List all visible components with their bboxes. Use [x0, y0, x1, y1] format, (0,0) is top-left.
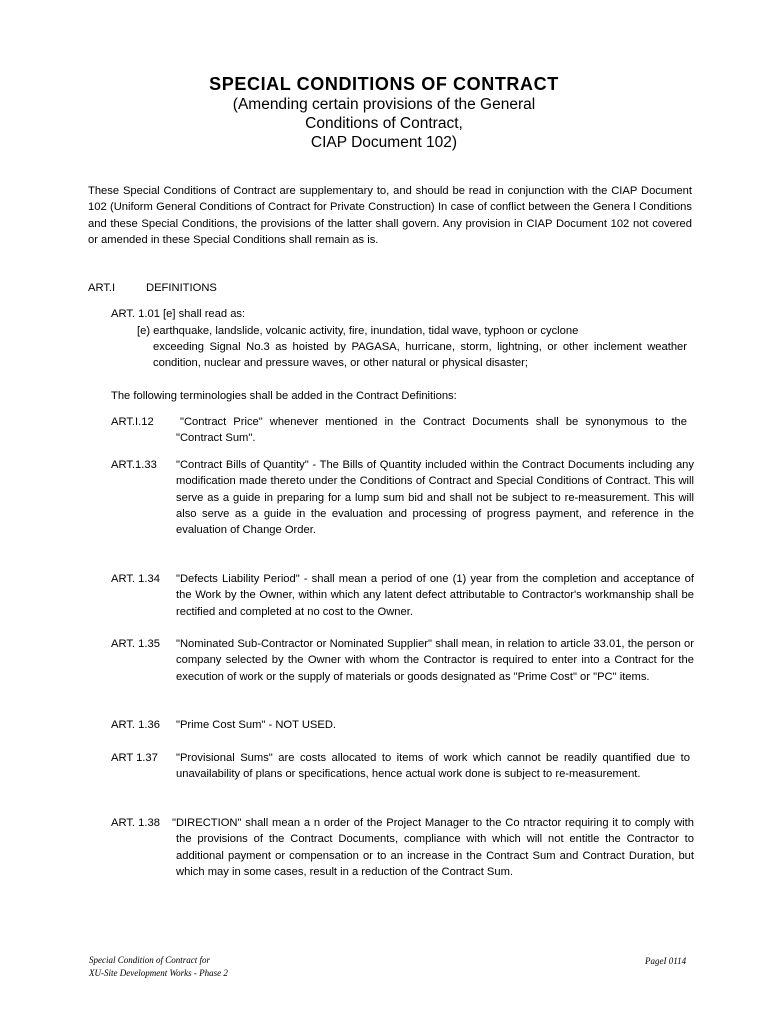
- article-text: "Contract Price" whenever mentioned in the Contract Documents shall be synonymous to the "Contract Sum".: [176, 416, 687, 445]
- footer-page-number: PageI 0114: [645, 956, 687, 966]
- article-text: "Provisional Sums" are costs allocated to items of work which cannot be readily quantified due to unavailability of plans or specifications, hence actual work done is subject to re-measurement.: [176, 752, 690, 781]
- article-label: ART. 1.35: [111, 638, 160, 650]
- article-label: ART. 1.38: [111, 817, 160, 829]
- footer-line-2: XU-Site Development Works - Phase 2: [89, 968, 228, 978]
- article-label: ART.1.33: [111, 459, 157, 471]
- subtitle-line-1: (Amending certain provisions of the General: [232, 96, 536, 113]
- art-101-label: ART. 1.01 [e] shall read as:: [111, 308, 246, 320]
- section-number: ART.I: [88, 282, 116, 294]
- section-title: DEFINITIONS: [146, 282, 217, 294]
- footer-line-1: Special Condition of Contract for: [89, 955, 210, 965]
- article-label: ART 1.37: [111, 752, 158, 764]
- article-text: "Nominated Sub-Contractor or Nominated Supplier" shall mean, in relation to article 33.01, the person or company selected by the Owner with whom the Contractor is required to enter into a Contract for the execution of work or the supply of materials or goods designated as "Prime Cost" or "PC" items.: [176, 638, 694, 683]
- art-101-item-e-continuation: exceeding Signal No.3 as hoisted by PAGASA, hurricane, storm, lightning, or other inclement weather condition, nuclear and pressure waves, or other natural or physical disaster;: [153, 341, 687, 370]
- intro-paragraph: These Special Conditions of Contract are supplementary to, and should be read in conjunction with the CIAP Document 102 (Uniform General Conditions of Contract for Private Construction) In case of conflict between the Genera l Conditions and these Special Conditions, the provisions of the latter shall govern. Any provision in CIAP Document 102 not covered or amended in these Special Conditions shall remain as is.: [88, 185, 692, 246]
- article-text: "DIRECTION" shall mean a n order of the Project Manager to the Co ntractor requiring it to comply with the provisions of the Contract Documents, compliance with which will not entitle the Contractor to additional payment or compensation or to an increase in the Contract Sum and Contract Duration, but which may in some cases, result in a reduction of the Contract Sum.: [172, 817, 694, 878]
- article-text: "Prime Cost Sum" - NOT USED.: [176, 719, 337, 731]
- title-block: [120, 73, 648, 152]
- subtitle-line-3: CIAP Document 102): [310, 134, 458, 151]
- article-text: "Defects Liability Period" - shall mean a period of one (1) year from the completion and acceptance of the Work by the Owner, within which any latent defect attributable to Contractor's workmanship shall be rectified and completed at no cost to the Owner.: [176, 573, 694, 618]
- document-title: SPECIAL CONDITIONS OF CONTRACT: [209, 74, 559, 94]
- article-label: ART. 1.36: [111, 719, 160, 731]
- article-label: ART. 1.34: [111, 573, 160, 585]
- art-101-item-e-first-line: [e) earthquake, landslide, volcanic activity, fire, inundation, tidal wave, typhoon or cyclone: [137, 325, 579, 337]
- section-heading: [88, 282, 217, 294]
- terminologies-sentence: The following terminologies shall be added in the Contract Definitions:: [111, 390, 457, 402]
- article-label: ART.I.12: [111, 416, 154, 428]
- subtitle-line-2: Conditions of Contract,: [305, 115, 463, 132]
- footer-document-name: [89, 954, 228, 980]
- article-text: "Contract Bills of Quantity" - The Bills of Quantity included within the Contract Documents including any modification made thereto under the Conditions of Contract and Special Conditions of Contract. This will serve as a guide in preparing for a lump sum bid and shall not be subject to re-measurement. This will also serve as a guide in the evaluation and processing of progress payment, and reference in the evaluation of Change Order.: [176, 459, 694, 537]
